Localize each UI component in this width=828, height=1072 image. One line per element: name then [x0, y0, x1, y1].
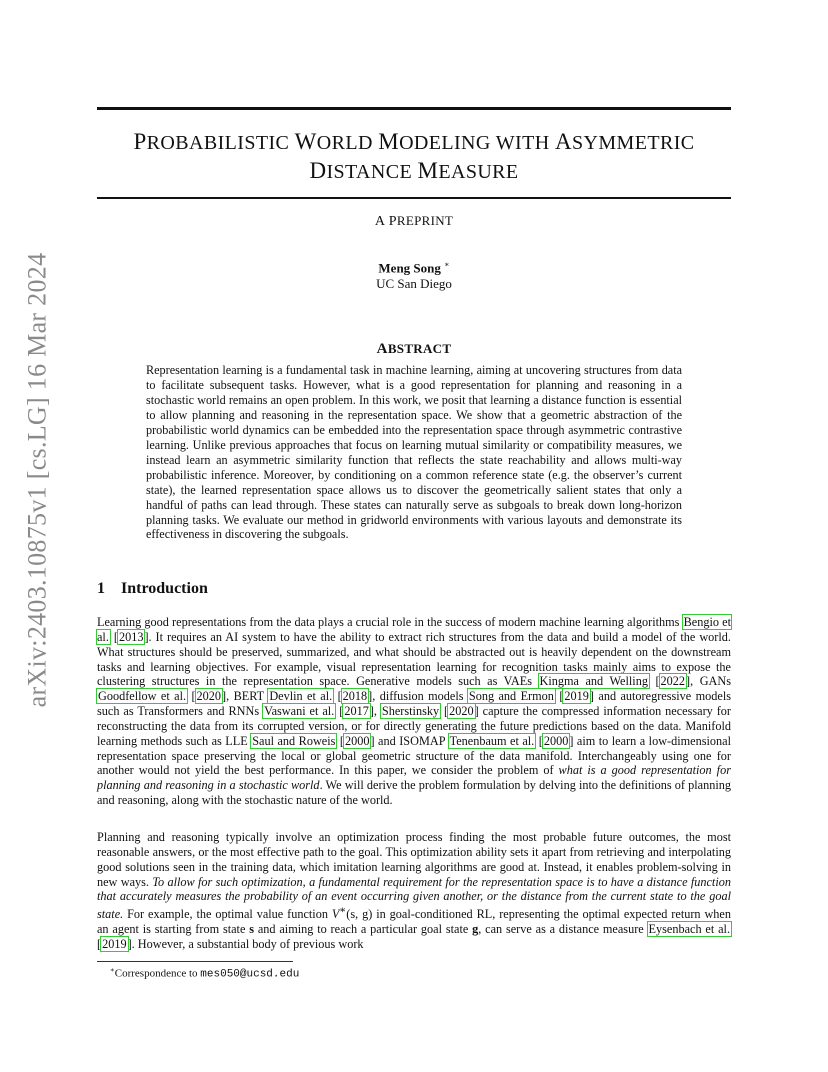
title-word-rest: ODELING WITH [399, 132, 555, 154]
text-run: ], GANs [686, 674, 731, 689]
text-run: Planning and reasoning typically involve an optimization process finding the most probable future outcomes, the most reasonable answers, or the most effective path to the goal. This optimization ability sets it apart from retrieving and interpolating good solutions seen in the training data, which imitation learning algorithms are good at. Instead, it enables problem-solving in new ways. [97, 830, 731, 889]
text-run: ] and autoregressive models such as Transformers and RNNs [97, 689, 731, 719]
text-run: ] capture the compressed information necessary for reconstructing the data from its corrupted version, or for directly generating the future predictions based on the data. Manifold learning methods such as LLE [97, 704, 732, 748]
text-run: and aiming to reach a particular goal state [254, 922, 473, 937]
paper-title [97, 128, 731, 186]
title-word-cap: M [378, 129, 400, 154]
text-run: , can serve as a distance measure [478, 922, 648, 937]
email-link[interactable]: mes050@ucsd.edu [200, 968, 300, 981]
citation-link[interactable]: Goodfellow et al. [98, 689, 187, 704]
text-run: ], BERT [222, 689, 269, 704]
citation-link[interactable]: 2000 [543, 733, 569, 748]
text-run: [ [187, 689, 196, 704]
title-line-1 [133, 129, 695, 154]
title-word-cap: D [309, 158, 327, 183]
text-run: [ [335, 704, 344, 719]
abstract-heading-cap: A [376, 341, 388, 357]
preprint-rest: REPRINT [396, 213, 454, 228]
citation-link[interactable]: 2020 [449, 704, 474, 719]
citation-link[interactable]: 2019 [564, 689, 589, 704]
title-top-rule [97, 107, 731, 110]
text-run: [ [97, 936, 102, 951]
footnote-text: Correspondence to [114, 967, 201, 980]
title-word-cap: P [133, 129, 147, 154]
preprint-cap: A [374, 214, 386, 229]
emphasized-text: To allow for such optimization, a fundamental requirement for the representation space is to have a distance function that accurately measures the probability of an event occurring given another, or the distance from the current state to the goal state. [97, 874, 731, 922]
footnote-mark: ∗ [110, 966, 115, 974]
citation-link[interactable]: 2013 [118, 629, 144, 644]
citation-link[interactable]: Song and Ermon [468, 689, 554, 704]
title-word-rest: EASURE [438, 161, 519, 183]
text-run: [ [554, 689, 564, 704]
section-number: 1 [97, 580, 105, 597]
math-superscript: ∗ [339, 905, 347, 917]
author-block [97, 257, 731, 292]
citation-link[interactable]: Tenenbaum et al. [449, 733, 535, 748]
title-word-rest: ORLD [316, 132, 379, 154]
text-run: For example, the optimal value function [123, 907, 332, 922]
citation-link[interactable]: 2000 [344, 733, 370, 748]
text-run: [ [440, 704, 449, 719]
text-run: ] and ISOMAP [370, 733, 449, 748]
text-run: ]. It requires an AI system to have the ability to extract rich structures from the data and build a model of the world. What structures should be preserved, summarized, and what should be abstracted out is heavily dependent on the downstream tasks and learning objectives. For example, visual representation learning for recognition tasks mainly aims to expose the clustering structures in the representation space. Generative models such as VAEs [97, 629, 731, 689]
title-word-rest: ISTANCE [326, 161, 418, 183]
intro-paragraph-2 [97, 830, 731, 952]
text-run: . We will derive the problem formulation by delving into the definitions of planning and reasoning, along with the stochastic nature of the world. [97, 778, 732, 808]
math-symbol: V [331, 907, 340, 922]
title-word-cap: A [554, 129, 572, 154]
author-affiliation: UC San Diego [376, 276, 452, 292]
arxiv-stamp [22, 252, 52, 708]
citation-link[interactable]: 2019 [102, 936, 127, 951]
citation-link[interactable]: Saul and Roweis [252, 733, 336, 748]
section-heading [97, 580, 208, 598]
citation-link[interactable]: Vaswani et al. [264, 704, 335, 719]
citation-link[interactable]: Sherstinsky [381, 704, 440, 719]
emphasized-text: what is a good representation for planning and reasoning in a stochastic world [97, 763, 731, 793]
text-run: ], diffusion models [368, 689, 468, 704]
title-bottom-rule [97, 197, 731, 199]
section-title: Introduction [121, 580, 208, 597]
text-run: ]. However, a substantial body of previous work [127, 936, 364, 951]
arxiv-identifier: arXiv:2403.10875v1 [cs.LG] 16 Mar 2024 [22, 252, 51, 708]
math-vector: s [249, 922, 255, 937]
text-run: [ [535, 733, 543, 748]
citation-link[interactable]: 2020 [196, 689, 222, 704]
author-name: Meng Song [378, 260, 441, 276]
citation-link[interactable]: Bengio et al. [97, 615, 732, 644]
citation-link[interactable]: 2017 [344, 704, 369, 719]
citation-link[interactable]: 2022 [660, 674, 686, 689]
text-run: [ [648, 674, 660, 689]
text-run: [ [336, 733, 344, 748]
text-run: [ [109, 629, 118, 644]
text-run: ], [369, 704, 381, 719]
text-run: [ [333, 689, 342, 704]
citation-link[interactable]: Devlin et al. [269, 689, 333, 704]
abstract-text: Representation learning is a fundamental task in machine learning, aiming at uncovering structures from data to facilitate subsequent tasks. However, what is a good representation for planning and reasoning in a stochastic world remains an open problem. In this work, we posit that learning a distance function is essential to allow planning and reasoning in the representation space. We show that a geometric abstraction of the probabilistic world dynamics can be embedded into the representation space through asymmetric contrastive learning. Unlike previous approaches that focus on learning mutual similarity or compatibility measures, we instead learn an asymmetric similarity function that reflects the state reachability and allows multi-way probabilistic inference. Moreover, by conditioning on a common reference state (e.g. the observer’s current state), the learned representation space allows us to discover the geometrically salient states that only a handful of paths can lead through. These states can naturally serve as subgoals to break down long-horizon planning tasks. We evaluate our method in gridworld environments with various layouts and demonstrate its effectiveness in discovering the subgoals. [146, 363, 682, 542]
footnote-rule [97, 961, 293, 962]
citation-link[interactable]: Kingma and Welling [539, 674, 648, 689]
math-arguments: (s, g) [346, 907, 373, 922]
preprint-cap: P [388, 214, 397, 229]
text-run: ] aim to learn a low-dimensional representation space preserving the local or global geometric structure of the data manifold. Interchangeably using one for another would not yield the best performance. In this paper, we consider the problem of [97, 733, 731, 778]
text-run: Learning good representations from the data plays a crucial role in the success of modern machine learning algorithms [97, 615, 683, 629]
abstract-heading [97, 341, 731, 358]
citation-link[interactable]: Eysenbach et al. [648, 922, 731, 937]
footnote [110, 963, 299, 982]
author-footnote-mark: ∗ [444, 260, 450, 269]
title-word-rest: ROBABILISTIC [146, 132, 295, 154]
title-word-cap: M [417, 158, 439, 183]
title-word-cap: W [294, 129, 317, 154]
citation-link[interactable]: 2018 [342, 689, 368, 704]
title-line-2 [309, 158, 519, 183]
preprint-label [97, 213, 731, 230]
title-word-rest: SYMMETRIC [572, 132, 695, 154]
math-vector: g [472, 922, 479, 937]
intro-paragraph-1 [97, 615, 731, 808]
abstract-heading-rest: BSTRACT [387, 341, 452, 356]
text-run: in goal-conditioned RL, representing the optimal expected return when an agent is starting from state [97, 907, 731, 937]
